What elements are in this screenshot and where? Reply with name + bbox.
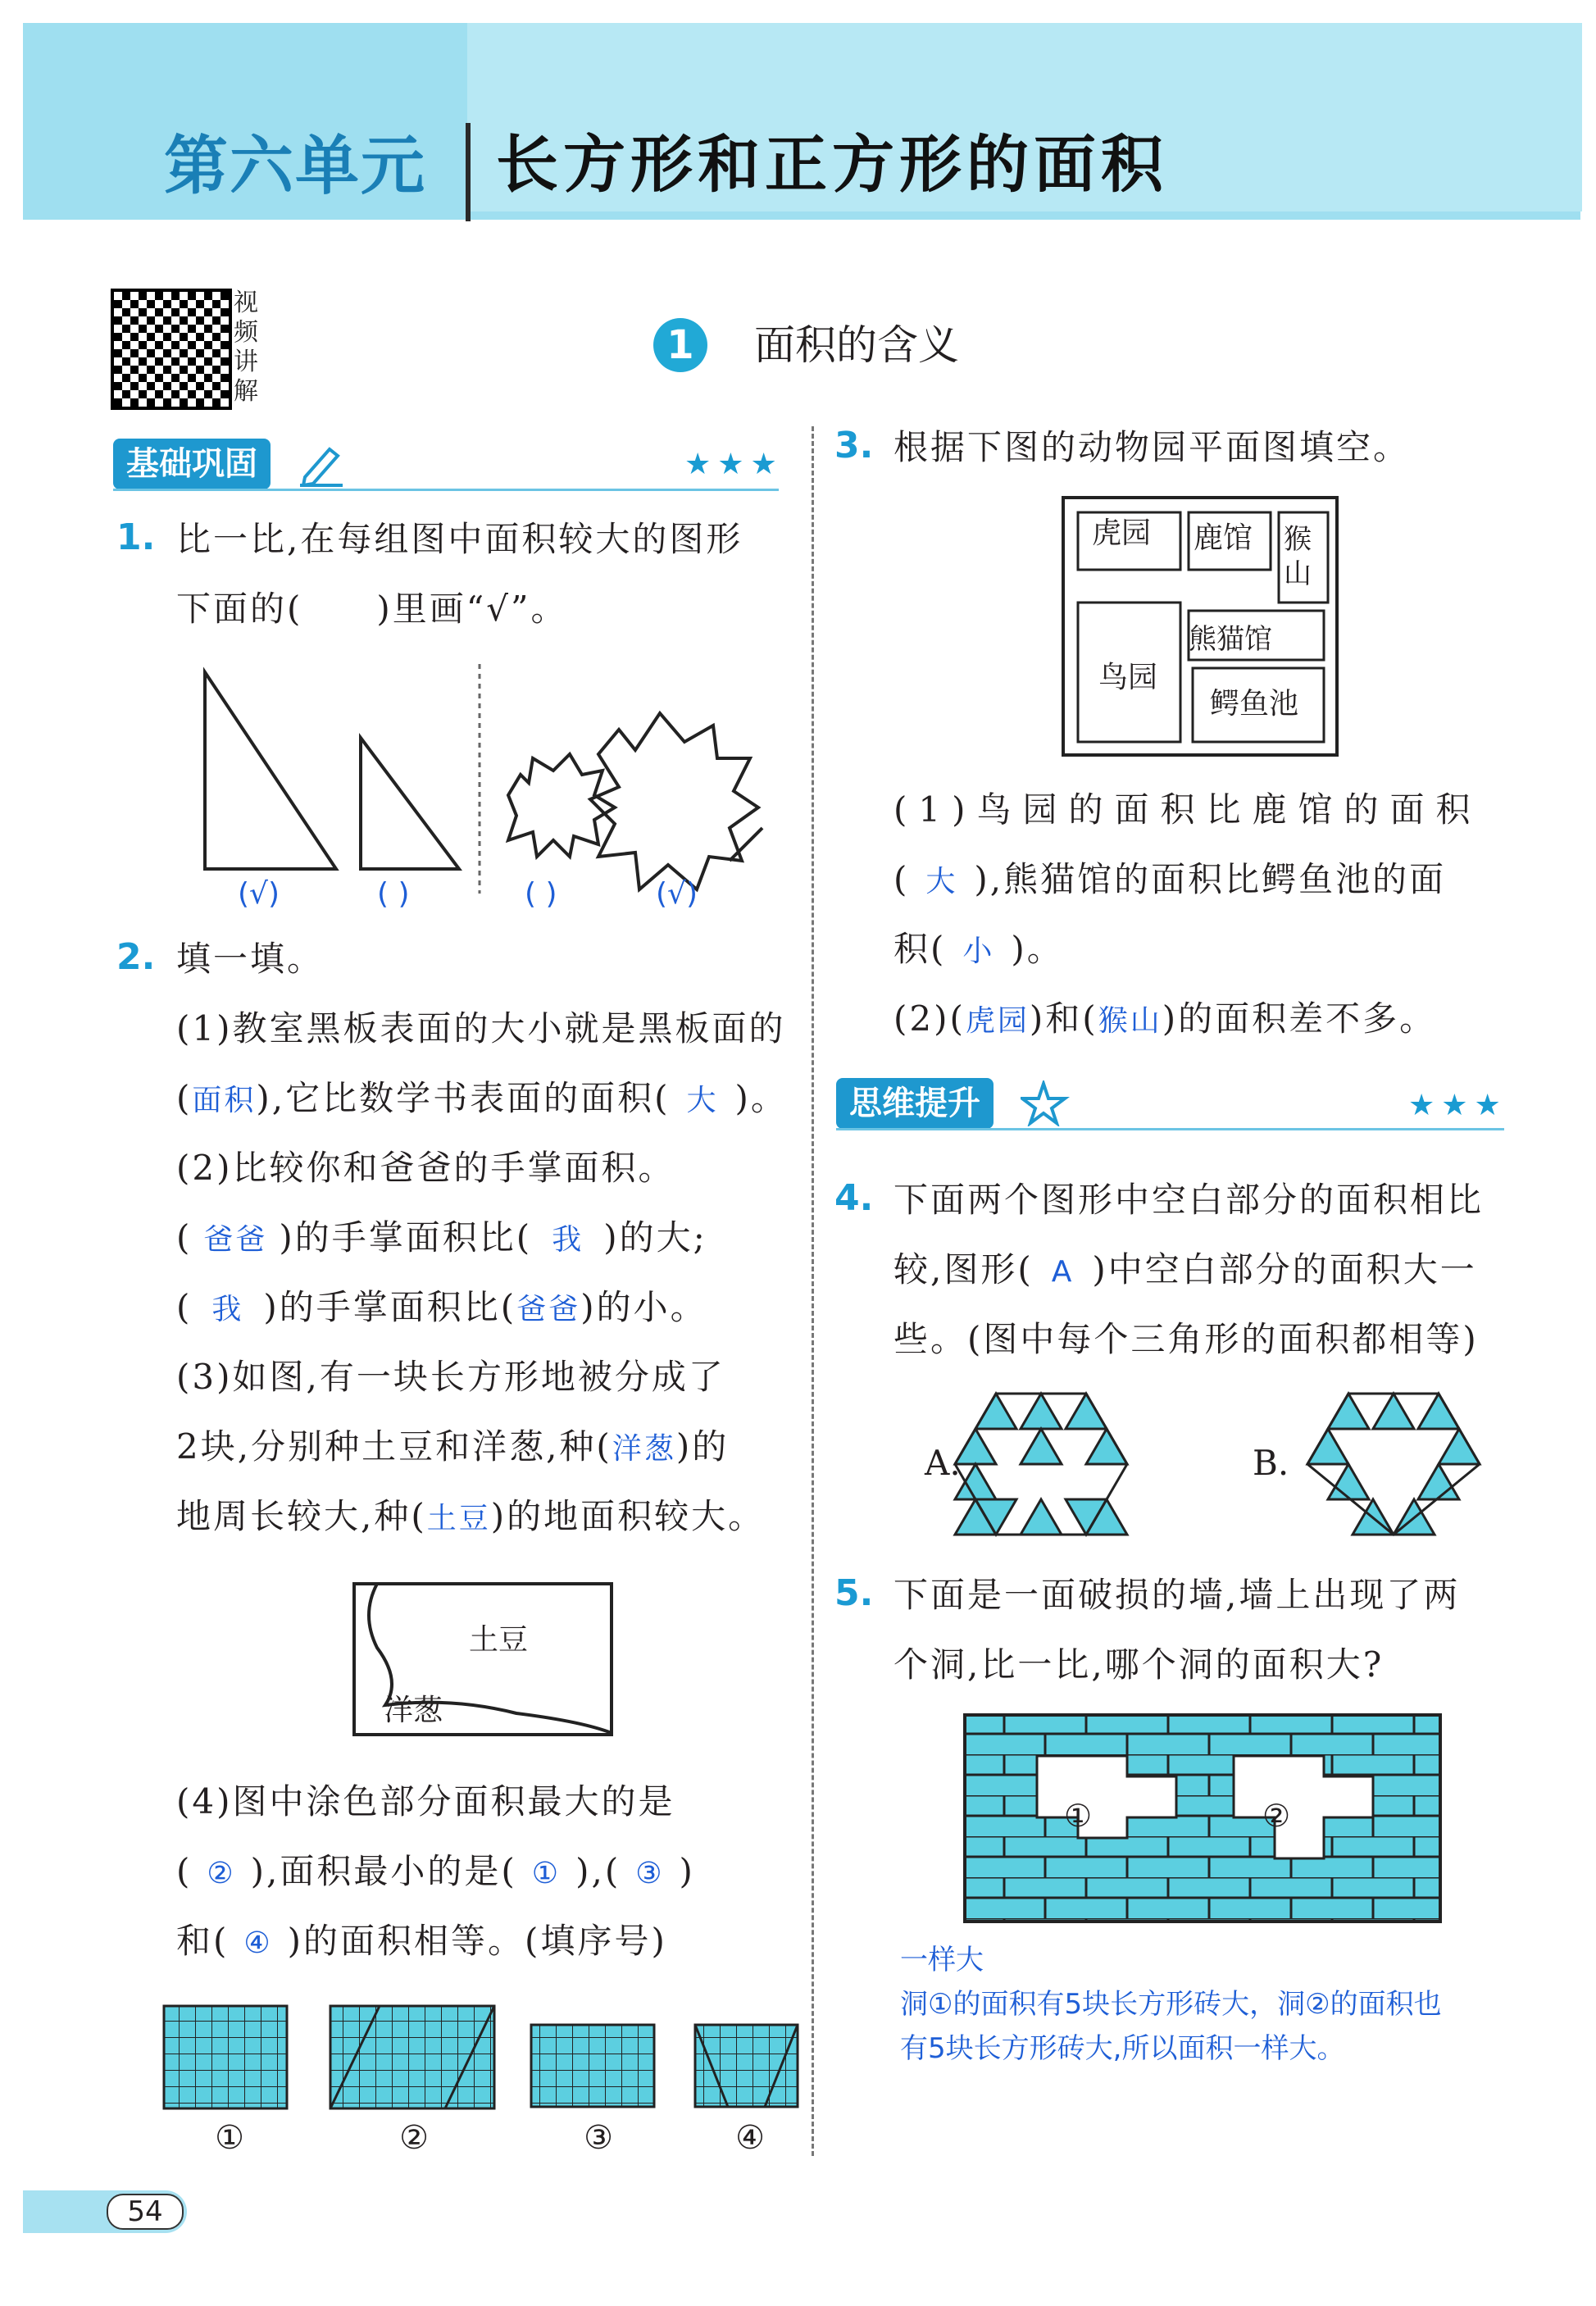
grid-label-3: ③ xyxy=(584,2119,613,2157)
q2-p4-answer3: ③ xyxy=(635,1857,665,1890)
q2-p3-line1: (3)如图,有一块长方形地被分成了 xyxy=(176,1357,725,1397)
q5-explain-line2: 有5块长方形砖大,所以面积一样大。 xyxy=(900,2032,1345,2065)
text: ) xyxy=(679,1851,695,1891)
grid-label-2: ② xyxy=(399,2119,429,2157)
text: ),熊猫馆的面积比鳄鱼池的面 xyxy=(974,859,1447,899)
text: (2)( xyxy=(893,998,966,1039)
video-label-char: 讲 xyxy=(234,348,258,376)
q2-p2-line3 xyxy=(176,1272,707,1345)
text: )的手掌面积比( xyxy=(279,1217,533,1258)
q2-p1-line2 xyxy=(176,1063,788,1136)
map-label-croc: 鳄鱼池 xyxy=(1210,687,1299,721)
qr-code-icon[interactable] xyxy=(111,289,232,410)
video-label-char: 频 xyxy=(234,318,258,347)
q2-p2-line2 xyxy=(176,1203,707,1276)
area-grids xyxy=(162,2004,810,2119)
q3-p2-line xyxy=(893,984,1436,1057)
q1-line2: 下面的( )里画“√”。 xyxy=(176,589,568,629)
q3-p2-answer2: 猴山 xyxy=(1098,1004,1162,1038)
q1-number: 1. xyxy=(116,516,156,558)
section-thinking-badge: 思维提升 xyxy=(836,1078,994,1129)
video-label xyxy=(234,289,266,407)
field-label-potato: 土豆 xyxy=(469,1623,529,1657)
q2-p2-answer4: 爸爸 xyxy=(516,1293,581,1326)
unit-title: 长方形和正方形的面积 xyxy=(496,128,1168,201)
q5-line1: 下面是一面破损的墙,墙上出现了两 xyxy=(893,1575,1461,1615)
video-label-char: 视 xyxy=(234,289,258,317)
map-label-deer: 鹿馆 xyxy=(1194,521,1253,555)
triangle-small xyxy=(361,738,459,869)
text: 2块,分别种土豆和洋葱,种( xyxy=(176,1426,612,1467)
q5-number: 5. xyxy=(834,1572,874,1614)
text: )的小。 xyxy=(580,1287,707,1327)
pencil-icon xyxy=(297,441,346,487)
page-number: 54 xyxy=(107,2194,184,2230)
q4-line1: 下面两个图形中空白部分的面积相比 xyxy=(893,1180,1485,1220)
q3-p1-line2 xyxy=(893,844,1446,917)
q2-p1-answer1: 面积 xyxy=(192,1084,257,1117)
q3-p2-answer1: 虎园 xyxy=(965,1004,1030,1038)
text: 地周长较大,种( xyxy=(176,1496,427,1536)
q2-p2-answer1: 爸爸 xyxy=(203,1223,268,1257)
q4-shape-a xyxy=(951,1390,1131,1545)
map-label-monkey1: 猴 xyxy=(1284,523,1312,556)
lesson-number: 1 xyxy=(653,318,707,372)
brick-wall xyxy=(963,1713,1443,1926)
q1-answer-1: (√) xyxy=(238,877,280,911)
q2-p3-line3 xyxy=(176,1481,765,1554)
section-basic-badge: 基础巩固 xyxy=(113,439,271,489)
text: ( xyxy=(176,1217,193,1258)
text: )中空白部分的面积大一 xyxy=(1092,1249,1477,1289)
leaf-large xyxy=(590,713,758,889)
q1-answer-3: ( ) xyxy=(525,877,557,911)
text: )的地面积较大。 xyxy=(490,1496,766,1536)
sparkle-icon xyxy=(1021,1080,1070,1126)
page-number-tab xyxy=(23,2190,187,2233)
map-label-panda: 熊猫馆 xyxy=(1189,623,1272,656)
column-divider xyxy=(812,426,814,2156)
hole-label-1: ① xyxy=(1064,1798,1093,1834)
map-label-tiger: 虎园 xyxy=(1092,516,1152,550)
map-label-monkey2: 山 xyxy=(1284,557,1312,590)
q3-p1-answer2: 小 xyxy=(962,935,995,968)
q2-p1-line1: (1)教室黑板表面的大小就是黑板面的 xyxy=(176,1008,786,1048)
unit-label: 第六单元 xyxy=(164,130,427,203)
q1-answer-4: (√) xyxy=(656,877,698,911)
text: )的面积差不多。 xyxy=(1162,998,1437,1039)
leaf-small xyxy=(508,754,615,857)
text: ),它比数学书表面的面积( xyxy=(256,1078,671,1118)
text: )和( xyxy=(1029,998,1098,1039)
q2-p3-answer1: 洋葱 xyxy=(612,1432,676,1466)
text: )的大; xyxy=(603,1217,707,1258)
q2-p4-answer4: ④ xyxy=(243,1926,273,1960)
q3-p1-answer1: 大 xyxy=(925,865,958,898)
q4-label-a: A. xyxy=(925,1443,961,1483)
header-divider xyxy=(466,123,471,221)
q3-title: 根据下图的动物园平面图填空。 xyxy=(893,427,1411,467)
stars-basic: ★★★ xyxy=(684,448,784,481)
q4-line2 xyxy=(893,1235,1477,1308)
grid-label-4: ④ xyxy=(735,2119,765,2157)
q2-title: 填一填。 xyxy=(176,939,325,979)
q4-number: 4. xyxy=(834,1177,874,1219)
hole-label-2: ② xyxy=(1262,1798,1291,1834)
q5-explain-line1: 洞①的面积有5块长方形砖大，洞②的面积也 xyxy=(900,1988,1442,2021)
text: ),( xyxy=(575,1851,621,1891)
q4-label-b: B. xyxy=(1253,1443,1289,1483)
q4-answer: A xyxy=(1051,1255,1075,1289)
q2-p1-answer2: 大 xyxy=(686,1084,719,1117)
lesson-title: 面积的含义 xyxy=(754,321,959,369)
field-label-onion: 洋葱 xyxy=(384,1694,443,1727)
text: ),面积最小的是( xyxy=(250,1851,517,1891)
q2-p4-line1: (4)图中涂色部分面积最大的是 xyxy=(176,1781,675,1822)
triangle-large xyxy=(205,672,336,869)
q1-figures xyxy=(197,656,787,894)
q5-answer: 一样大 xyxy=(900,1944,984,1976)
q2-number: 2. xyxy=(116,936,156,978)
grid-label-1: ① xyxy=(215,2119,244,2157)
section-thinking-line xyxy=(836,1128,1504,1130)
q2-p2-line1: (2)比较你和爸爸的手掌面积。 xyxy=(176,1148,675,1188)
stars-thinking: ★★★ xyxy=(1408,1089,1507,1122)
q2-p3-line2 xyxy=(176,1412,729,1485)
q2-p2-answer3: 我 xyxy=(211,1293,244,1326)
q2-p4-line2 xyxy=(176,1836,695,1909)
map-label-bird: 鸟园 xyxy=(1098,661,1158,694)
q4-line3: 些。(图中每个三角形的面积都相等) xyxy=(893,1319,1479,1359)
text: )。 xyxy=(1011,929,1064,969)
q2-p2-answer2: 我 xyxy=(552,1223,584,1257)
section-basic-line xyxy=(113,489,779,491)
q3-p1-line1: (1)鸟园的面积比鹿馆的面积 xyxy=(893,789,1482,830)
q2-p4-line3 xyxy=(176,1906,667,1979)
text: )。 xyxy=(734,1078,788,1118)
text: 和( xyxy=(176,1921,230,1961)
text: )的面积相等。(填序号) xyxy=(287,1921,667,1961)
q2-p3-answer2: 土豆 xyxy=(426,1502,491,1535)
q5-line2: 个洞,比一比,哪个洞的面积大? xyxy=(893,1644,1385,1685)
q4-shape-b xyxy=(1303,1390,1484,1545)
text: 较,图形( xyxy=(893,1249,1034,1289)
video-label-char: 解 xyxy=(234,377,258,406)
text: ( xyxy=(893,859,910,899)
text: ( xyxy=(176,1287,193,1327)
q2-p4-answer2: ① xyxy=(531,1857,562,1890)
text: 积( xyxy=(893,929,947,969)
text: )的 xyxy=(675,1426,730,1467)
text: )的手掌面积比( xyxy=(263,1287,517,1327)
q1-line1: 比一比,在每组图中面积较大的图形 xyxy=(176,519,743,559)
q3-p1-line3 xyxy=(893,914,1064,987)
q1-answer-2: ( ) xyxy=(377,877,410,911)
text: ( xyxy=(176,1851,193,1891)
q3-number: 3. xyxy=(834,425,874,466)
q2-p4-answer1: ② xyxy=(207,1857,236,1890)
text: ( xyxy=(176,1078,193,1118)
